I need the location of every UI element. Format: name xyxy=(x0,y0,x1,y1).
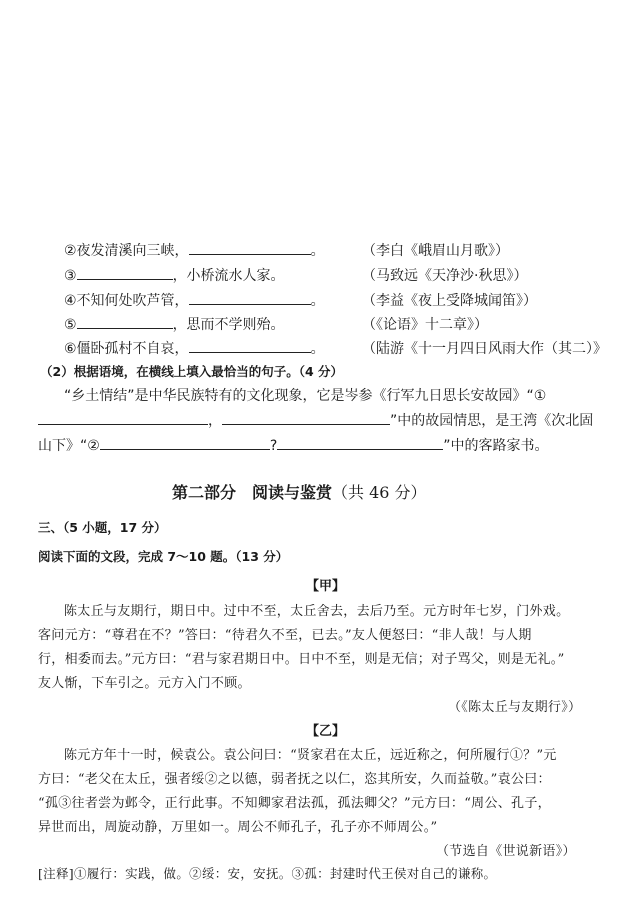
poem-after: ，思而不学则殆。 xyxy=(172,317,285,333)
passage-b-source: （节选自《世说新语》） xyxy=(436,844,576,859)
passage-b-line: 陈元方年十一时，候袁公。袁公问曰：“贤家君在太丘，远近称之，何所履行①？”元 xyxy=(64,748,557,763)
passage-a-line: 友人惭，下车引之。元方入门不顾。 xyxy=(38,676,251,691)
answer-blank[interactable] xyxy=(38,412,208,425)
passage-b-line: 异世而出，周旋动静，万里如一。周公不师孔子，孔子亦不师周公。” xyxy=(38,820,438,835)
passage-b-line: “孤③往者尝为邺令，正行此事。不知卿家君法孤，孤法卿父？”元方曰：“周公、孔子， xyxy=(38,796,551,811)
q2-line-1: “乡土情结”是中华民族特有的文化现象，它是岑参《行军九日思长安故园》“① xyxy=(64,388,547,404)
poem-after: ，小桥流水人家。 xyxy=(172,268,285,284)
poem-source: （陆游《十一月四日风雨大作（其二）》 xyxy=(362,341,607,357)
passage-b-label: 【乙】 xyxy=(306,724,346,739)
poem-after: 。 xyxy=(310,243,325,259)
part-score: （共 46 分） xyxy=(332,483,427,502)
poem-line-5 xyxy=(64,314,285,334)
q2-line-3-end: ”中的客路家书。 xyxy=(443,438,549,454)
poem-line-2 xyxy=(64,240,325,260)
poem-line-3 xyxy=(64,265,285,285)
poem-source: （马致远《天净沙·秋思》） xyxy=(362,268,528,284)
q2-comma: ， xyxy=(208,413,222,429)
passage-a-source: （《陈太丘与友期行》） xyxy=(448,700,582,715)
poem-after: 。 xyxy=(310,293,325,309)
q2-line-3-start: 山下》“② xyxy=(38,438,100,454)
answer-blank[interactable] xyxy=(77,316,173,329)
answer-blank[interactable] xyxy=(222,412,390,425)
question-2-heading: （2）根据语境，在横线上填入最恰当的句子。（4 分） xyxy=(40,364,343,379)
passage-a-label: 【甲】 xyxy=(306,579,346,594)
answer-blank[interactable] xyxy=(77,267,173,280)
poem-before: ②夜发清溪向三峡， xyxy=(64,243,189,259)
poem-line-6 xyxy=(64,338,325,358)
passage-a-line: 陈太丘与友期行，期日中。过中不至，太丘舍去，去后乃至。元方时年七岁，门外戏。 xyxy=(64,604,570,619)
answer-blank[interactable] xyxy=(189,242,311,255)
answer-blank[interactable] xyxy=(277,437,443,450)
section-instruction: 阅读下面的文段，完成 7～10 题。（13 分） xyxy=(38,549,289,564)
q2-line-2-end: ”中的故园情思，是王湾《次北固 xyxy=(390,413,594,429)
passage-a-line: 客问元方：“尊君在不？”答曰：“待君久不至，已去。”友人便怒曰：“非人哉！与人期 xyxy=(38,628,532,643)
poem-before: ⑥僵卧孤村不自哀， xyxy=(64,341,189,357)
answer-blank[interactable] xyxy=(189,340,311,353)
notes: [注释]①履行：实践，做。②绥：安，安抚。③孤：封建时代王侯对自己的谦称。 xyxy=(38,866,497,881)
q2-line-2 xyxy=(38,410,593,430)
q2-line-3 xyxy=(38,435,549,455)
section-heading: 三、（5 小题，17 分） xyxy=(38,520,167,535)
q2-question-mark: ? xyxy=(269,438,278,454)
poem-before: ⑤ xyxy=(64,317,77,333)
poem-after: 。 xyxy=(310,341,325,357)
passage-b-line: 方曰：“老父在太丘，强者绥②之以德，弱者抚之以仁，恣其所安，久而益敬。”袁公曰： xyxy=(38,772,551,787)
passage-a-line: 行，相委而去。”元方曰：“君与家君期日中。日中不至，则是无信；对子骂父，则是无礼。” xyxy=(38,652,565,667)
poem-source: （李白《峨眉山月歌》） xyxy=(362,243,509,259)
part-title xyxy=(172,480,427,503)
part-title-text: 第二部分 阅读与鉴赏 xyxy=(172,483,333,502)
poem-line-4 xyxy=(64,290,325,310)
poem-source: （李益《夜上受降城闻笛》） xyxy=(362,293,537,309)
poem-before: ④不知何处吹芦管， xyxy=(64,293,189,309)
poem-before: ③ xyxy=(64,268,77,284)
poem-source: （《论语》十二章》） xyxy=(362,317,488,333)
answer-blank[interactable] xyxy=(189,292,311,305)
answer-blank[interactable] xyxy=(100,437,270,450)
